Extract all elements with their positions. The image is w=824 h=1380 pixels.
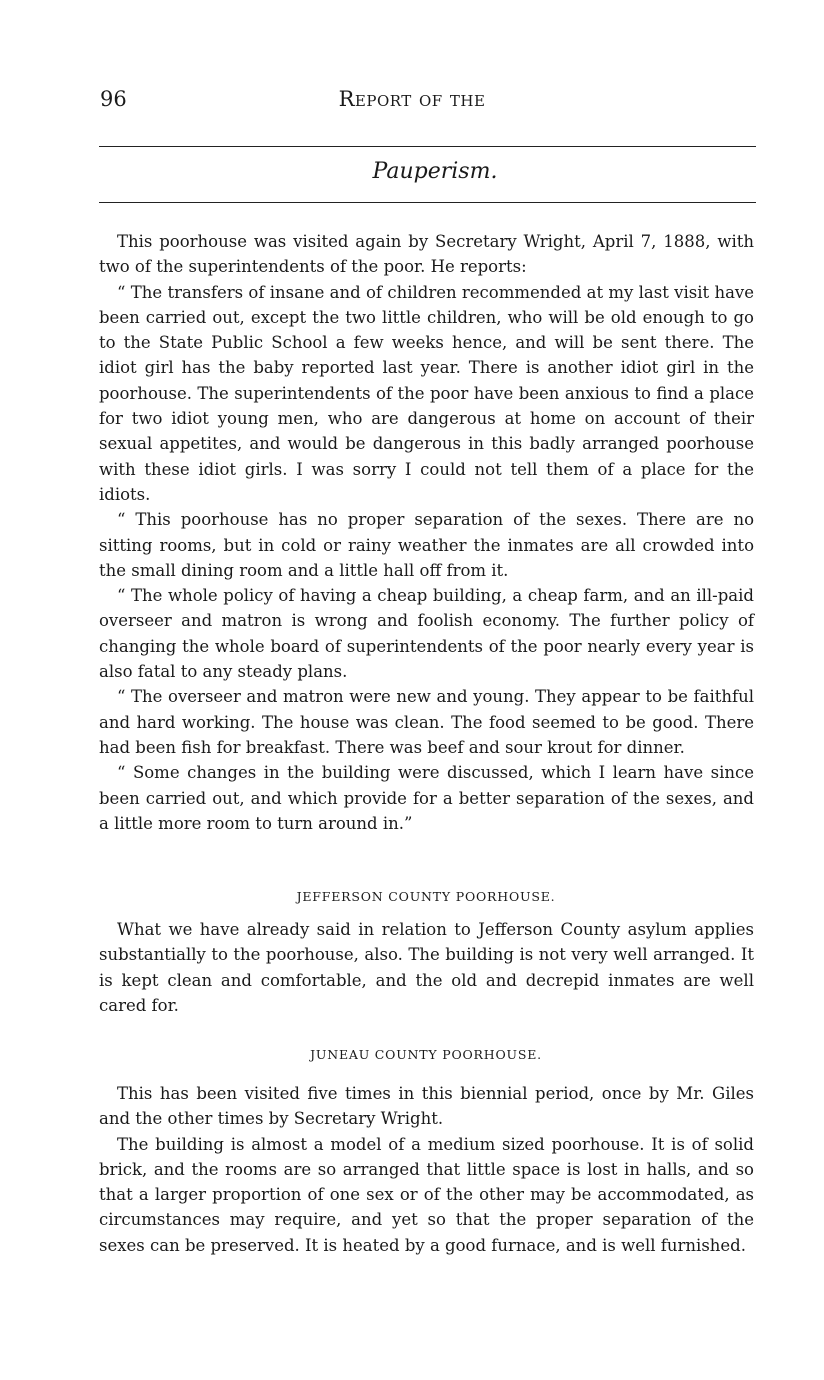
header-rule-bottom xyxy=(99,202,756,203)
intro-section xyxy=(99,229,754,836)
paragraph: This poorhouse was visited again by Secretary Wright, April 7, 1888, with two of the superintendents of the poor. He reports: xyxy=(99,232,754,277)
section-title: Pauperism. xyxy=(372,159,498,184)
header-rule-top xyxy=(99,146,756,147)
jefferson-section xyxy=(99,917,754,1018)
juneau-section xyxy=(99,1081,754,1258)
juneau-heading: JUNEAU COUNTY POORHOUSE. xyxy=(310,1047,542,1062)
paragraph: “ The overseer and matron were new and young. They appear to be faithful and hard working. The house was clean. The food seemed to be good. There had been fish for breakfast. There was beef and sour krout for dinner. xyxy=(99,687,754,757)
page-number: 96 xyxy=(100,87,127,111)
paragraph: “ The whole policy of having a cheap building, a cheap farm, and an ill-paid overseer and matron is wrong and foolish economy. The further policy of changing the whole board of superintendents of the poor nearly every year is also fatal to any steady plans. xyxy=(99,586,754,682)
paragraph: The building is almost a model of a medium sized poorhouse. It is of solid brick, and the rooms are so arranged that little space is lost in halls, and so that a larger proportion of one sex or of the other may be accommodated, as circumstances may require, and yet so that the proper separation of the sexes can be preserved. It is heated by a good furnace, and is well furnished. xyxy=(99,1134,754,1255)
paragraph: This has been visited five times in this biennial period, once by Mr. Giles and the other times by Secretary Wright. xyxy=(99,1084,754,1129)
paragraph: “ This poorhouse has no proper separation of the sexes. There are no sitting rooms, but in cold or rainy weather the inmates are all crowded into the small dining room and a little hall off from it. xyxy=(99,510,754,580)
paragraph: What we have already said in relation to Jefferson County asylum applies substantially to the poorhouse, also. The building is not very well arranged. It is kept clean and comfortable, and the old and decrepid inmates are well cared for. xyxy=(99,920,754,1015)
paragraph: “ Some changes in the building were discussed, which I learn have since been carried out, and which provide for a better separation of the sexes, and a little more room to turn around in.” xyxy=(99,763,754,833)
paragraph: “ The transfers of insane and of children recommended at my last visit have been carried out, except the two little children, who will be old enough to go to the State Public School a few weeks hence, and will be sent there. The idiot girl has the baby reported last year. There is another idiot girl in the poorhouse. The superintendents of the poor have been anxious to find a place for two idiot young men, who are dangerous at home on account of their sexual appetites, and would be dangerous in this badly arranged poorhouse with these idiot girls. I was sorry I could not tell them of a place for the idiots. xyxy=(99,282,754,504)
jefferson-heading: JEFFERSON COUNTY POORHOUSE. xyxy=(296,889,556,904)
running-head: Report of the xyxy=(338,87,486,111)
